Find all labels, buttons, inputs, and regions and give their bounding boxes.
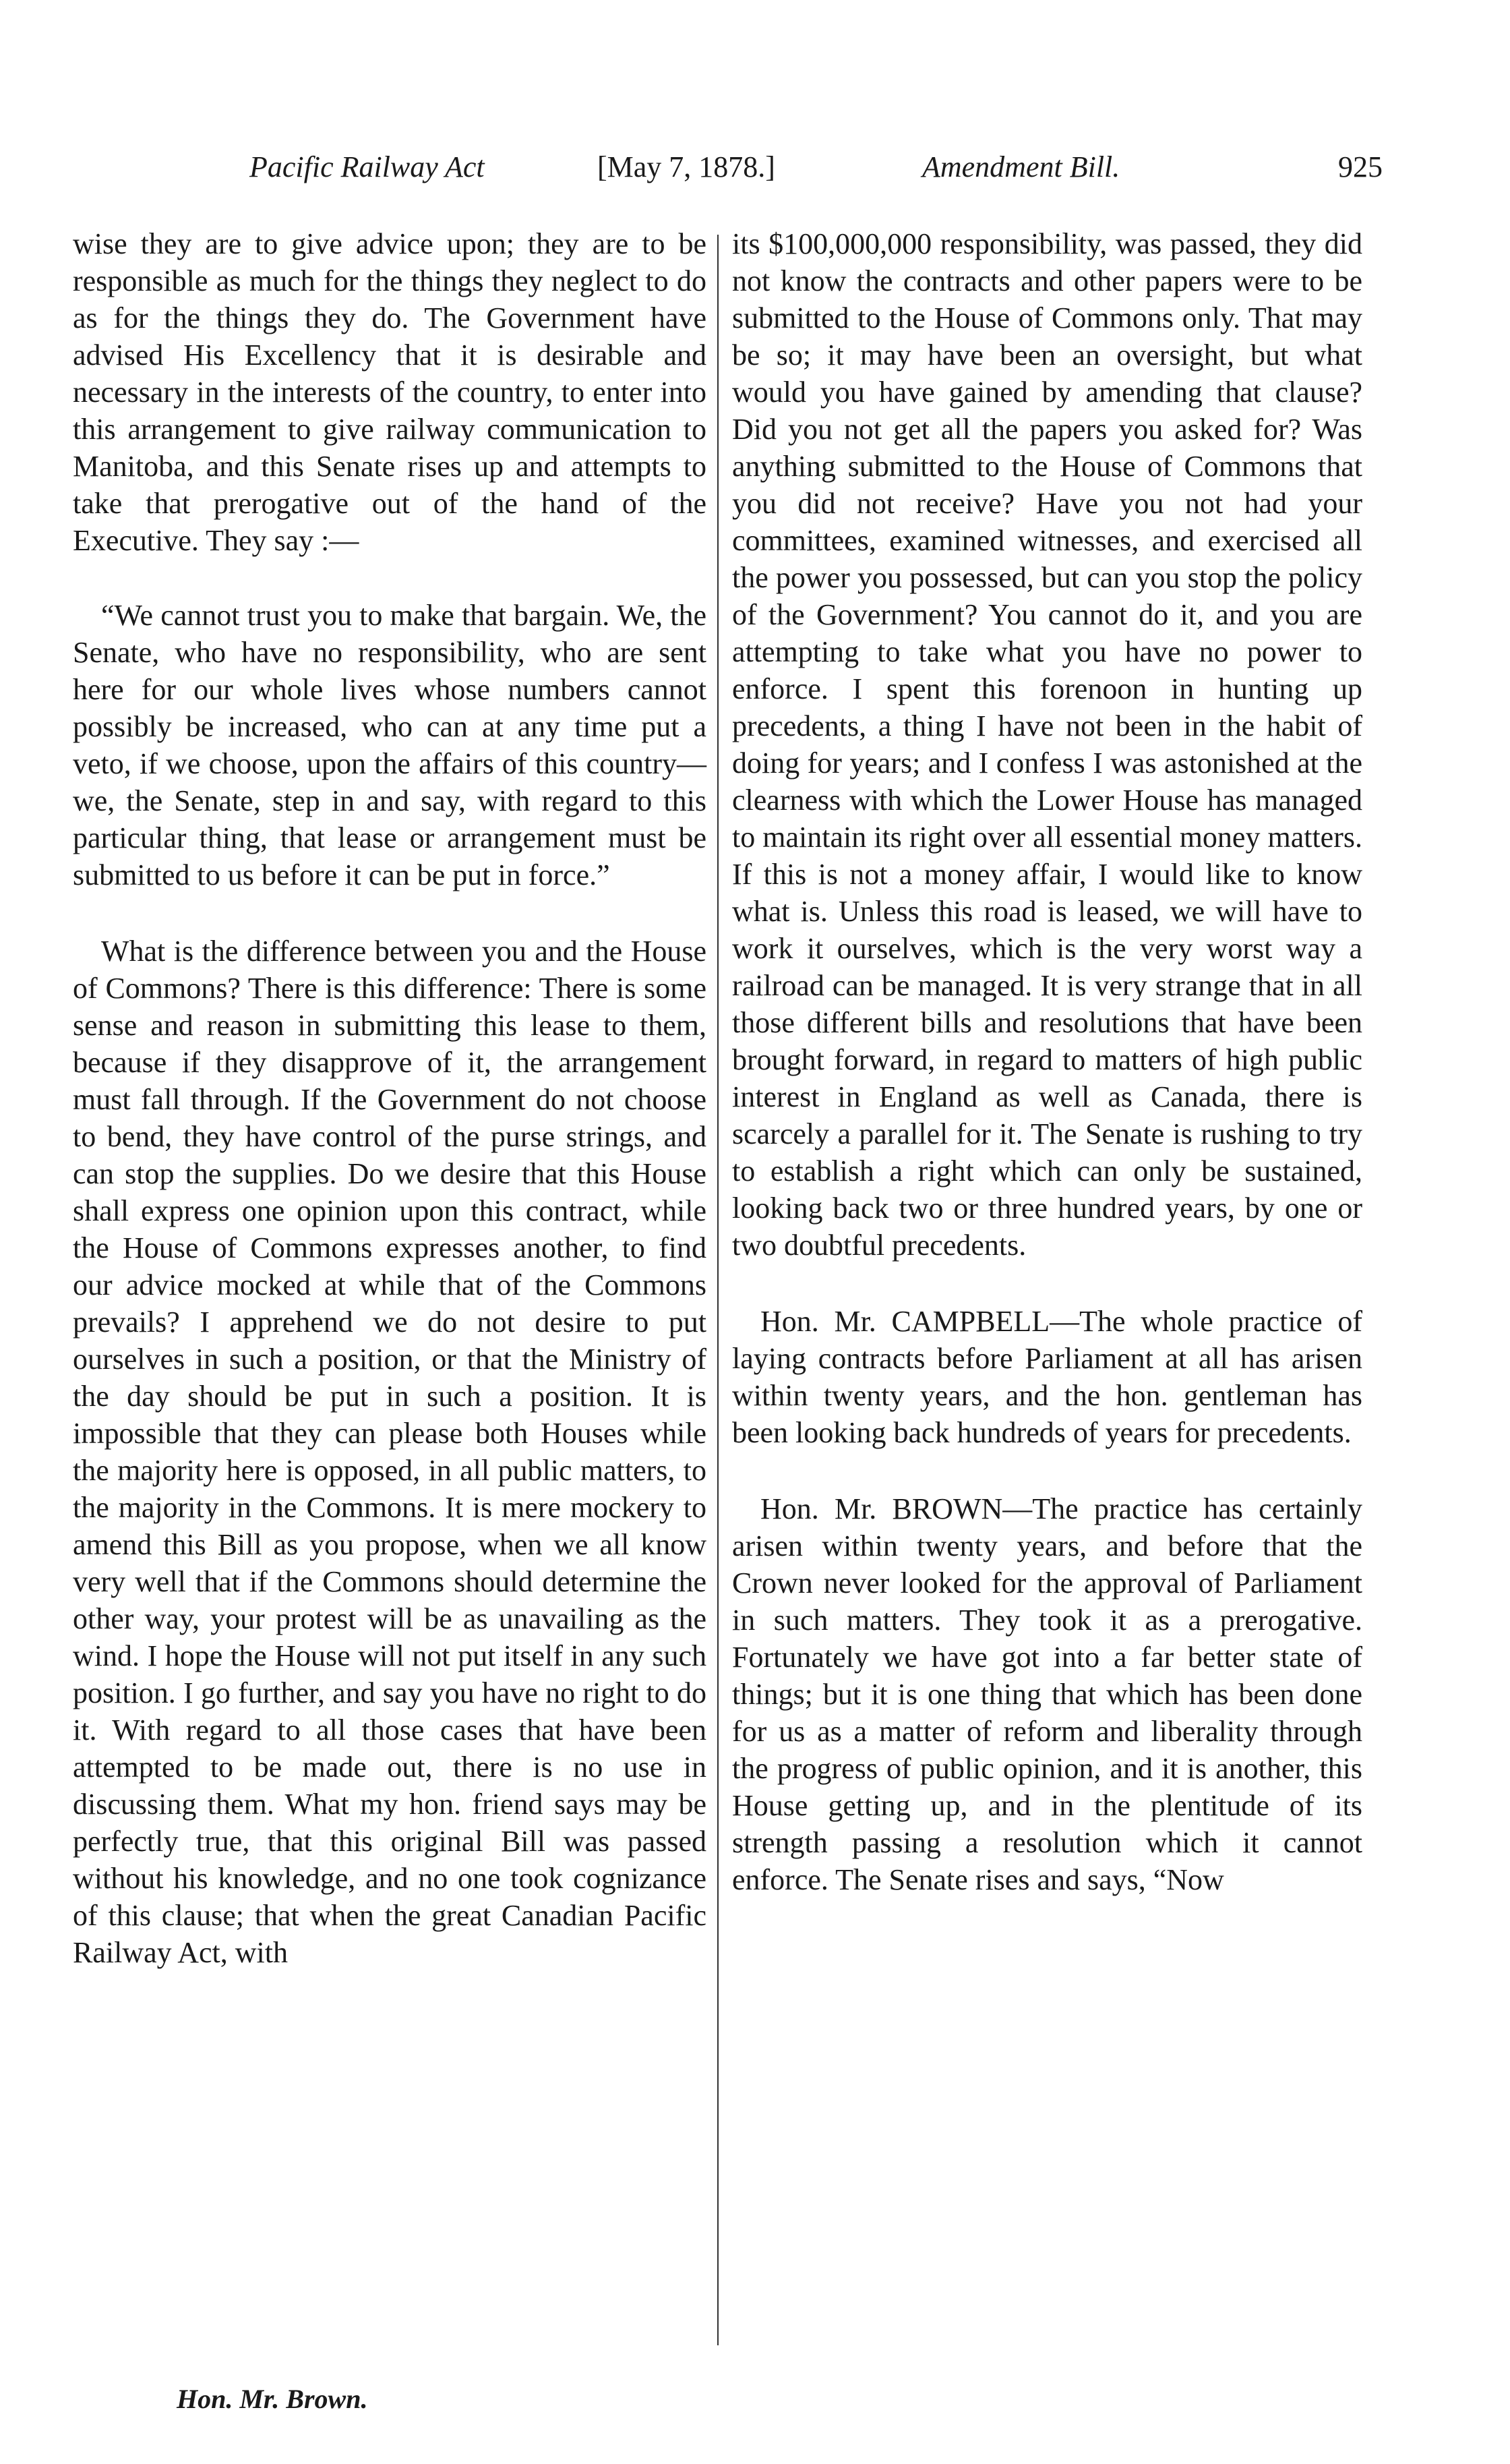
left-quote: “We cannot trust you to make that bargain. We, the Senate, who have no responsibility, who are sent here for our whole lives whose numbers cannot possibly be increased, who can at any time put a veto, if we choose, upon the affairs of this country—we, the Senate, step in and say, with regard to this particular thing, that lease or arrangement must be submitted to us before it can be put in force.” xyxy=(73,599,706,891)
header-date: [May 7, 1878.] xyxy=(597,150,775,183)
right-column xyxy=(732,225,1362,1898)
running-header xyxy=(0,150,1510,197)
left-paragraph-2: What is the difference between you and the House of Commons? There is this difference: There is some sense and reason in submitting this lease to them, because if they disapprove of it, the arrangement must fall through. If the Government do not choose to bend, they have control of the purse strings, and can stop the supplies. Do we desire that this House shall express one opinion upon this contract, while the House of Commons expresses another, to find our advice mocked at while that of the Commons prevails? I apprehend we do not desire to put ourselves in such a position, or that the Ministry of the day should be put in such a position. It is impossible that they can please both Houses while the majority here is opposed, in all public matters, to the majority in the Commons. It is mere mockery to amend this Bill as you propose, when we all know very well that if the Commons should determine the other way, your protest will be as unavailing as the wind. I hope the House will not put itself in any such position. I go further, and say you have no right to do it. With regard to all those cases that have been attempted to be made out, there is no use in discussing them. What my hon. friend says may be perfectly true, that this original Bill was passed without his knowledge, and no one took cognizance of this clause; that when the great Canadian Pacific Railway Act, with xyxy=(73,935,706,1969)
left-paragraph-1: wise they are to give advice upon; they are to be responsible as much for the things they neglect to do as for the things they do. The Government have advised His Excellency that it is desirable and necessary in the interests of the country, to enter into this arrangement to give railway communication to Manitoba, and this Senate rises up and attempts to take that prerogative out of the hand of the Executive. They say :— xyxy=(73,227,706,557)
right-paragraph-campbell: Hon. Mr. CAMPBELL—The whole practice of laying contracts before Parliament at all has arisen within twenty years, and the hon. gentleman has been looking back hundreds of years for precedents. xyxy=(732,1305,1362,1449)
right-paragraph-1: its $100,000,000 responsibility, was passed, they did not know the contracts and other papers were to be submitted to the House of Commons only. That may be so; it may have been an oversight, but what would you have gained by amending that clause? Did you not get all the papers you asked for? Was anything submitted to the House of Commons that you did not receive? Have you not had your committees, examined witnesses, and exercised all the power you possessed, but can you stop the policy of the Government? You cannot do it, and you are attempting to take what you have no power to enforce. I spent this forenoon in hunting up precedents, a thing I have not been in the habit of doing for years; and I confess I was astonished at the clearness with which the Lower House has managed to maintain its right over all essential money matters. If this is not a money affair, I would like to know what is. Unless this road is leased, we will have to work it ourselves, which is the very worst way a railroad can be managed. It is very strange that in all those different bills and resolutions that have been brought forward, in regard to matters of high public interest in England as well as Canada, there is scarcely a parallel for it. The Senate is rushing to try to establish a right which can only be sustained, looking back two or three hundred years, by one or two doubtful precedents. xyxy=(732,227,1362,1262)
right-paragraph-brown: Hon. Mr. BROWN—The practice has certainly arisen within twenty years, and before that the Crown never looked for the approval of Parliament in such matters. They took it as a prerogative. Fortunately we have got into a far better state of things; but it is one thing that which has been done for us as a matter of reform and liberality through the progress of public opinion, and it is another, this House getting up, and in the plentitude of its strength passing a resolution which it cannot enforce. The Senate rises and says, “Now xyxy=(732,1492,1362,1896)
header-left-title: Pacific Railway Act xyxy=(249,150,485,183)
footer-speaker: Hon. Mr. Brown. xyxy=(177,2384,368,2414)
header-right-title: Amendment Bill. xyxy=(922,150,1120,183)
left-column xyxy=(73,225,706,1971)
page-number: 925 xyxy=(1338,150,1383,183)
column-divider xyxy=(717,235,719,2345)
